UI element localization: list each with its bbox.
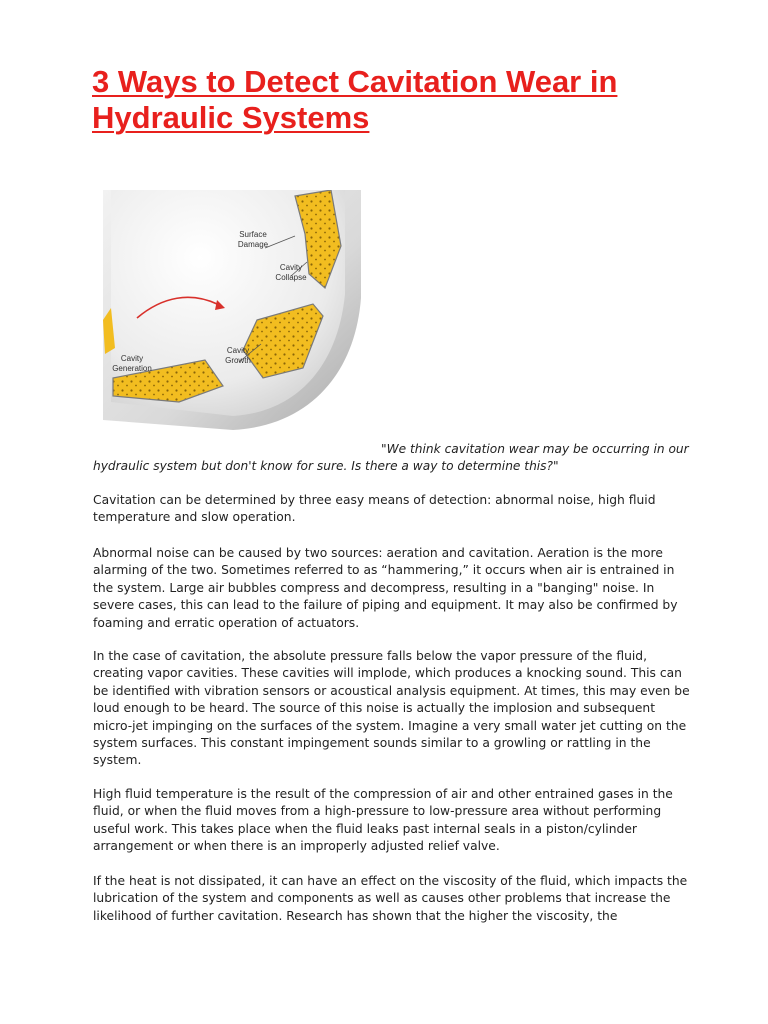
cavitation-diagram-graphic bbox=[93, 190, 373, 430]
paragraph-2: Abnormal noise can be caused by two sources: aeration and cavitation. Aeration is the more alarming of the two. Sometimes referred to as “hammering,” it occurs when air is entrained in the system. Large air bubbles compress and decompress, resulting in a "banging" noise. In severe cases, this can lead to the failure of piping and equipment. It may also be confirmed by foaming and erratic operation of actuators. bbox=[93, 546, 678, 630]
paragraph-4: High fluid temperature is the result of the compression of air and other entrained gases in the fluid, or when the fluid moves from a high-pressure to low-pressure area without performing useful work. This takes place when the fluid leaks past internal seals in a piston/cylinder arrangement or when there is an improperly adjusted relief valve. bbox=[93, 787, 673, 854]
paragraph-1: Cavitation can be determined by three easy means of detection: abnormal noise, high fluid temperature and slow operation. bbox=[93, 493, 656, 525]
paragraph-5: If the heat is not dissipated, it can have an effect on the viscosity of the fluid, which impacts the lubrication of the system and components as well as causes other problems that increase the likelihood of further cavitation. Research has shown that the higher the viscosity, the bbox=[93, 874, 688, 923]
article-title: 3 Ways to Detect Cavitation Wear in Hydraulic Systems bbox=[92, 64, 618, 135]
paragraph-3: In the case of cavitation, the absolute pressure falls below the vapor pressure of the fluid, creating vapor cavities. These cavities will implode, which produces a knocking sound. This can be identified with vibration sensors or acoustical analysis equipment. At times, this may even be loud enough to be heard. The source of this noise is actually the implosion and subsequent micro-jet impinging on the surfaces of the system. Imagine a very small water jet cutting on the system surfaces. This constant impingement sounds similar to a growling or rattling in the system. bbox=[93, 649, 690, 768]
cavitation-diagram bbox=[93, 190, 373, 430]
label-surface-damage: Surface Damage bbox=[237, 230, 269, 249]
label-cavity-generation: Cavity Generation bbox=[112, 354, 152, 373]
reader-question-quote: "We think cavitation wear may be occurring in our hydraulic system but don't know for sure. Is there a way to determine this?" bbox=[93, 442, 689, 474]
label-cavity-growth: Cavity Growth bbox=[225, 346, 251, 365]
label-cavity-collapse: Cavity Collapse bbox=[275, 263, 307, 282]
